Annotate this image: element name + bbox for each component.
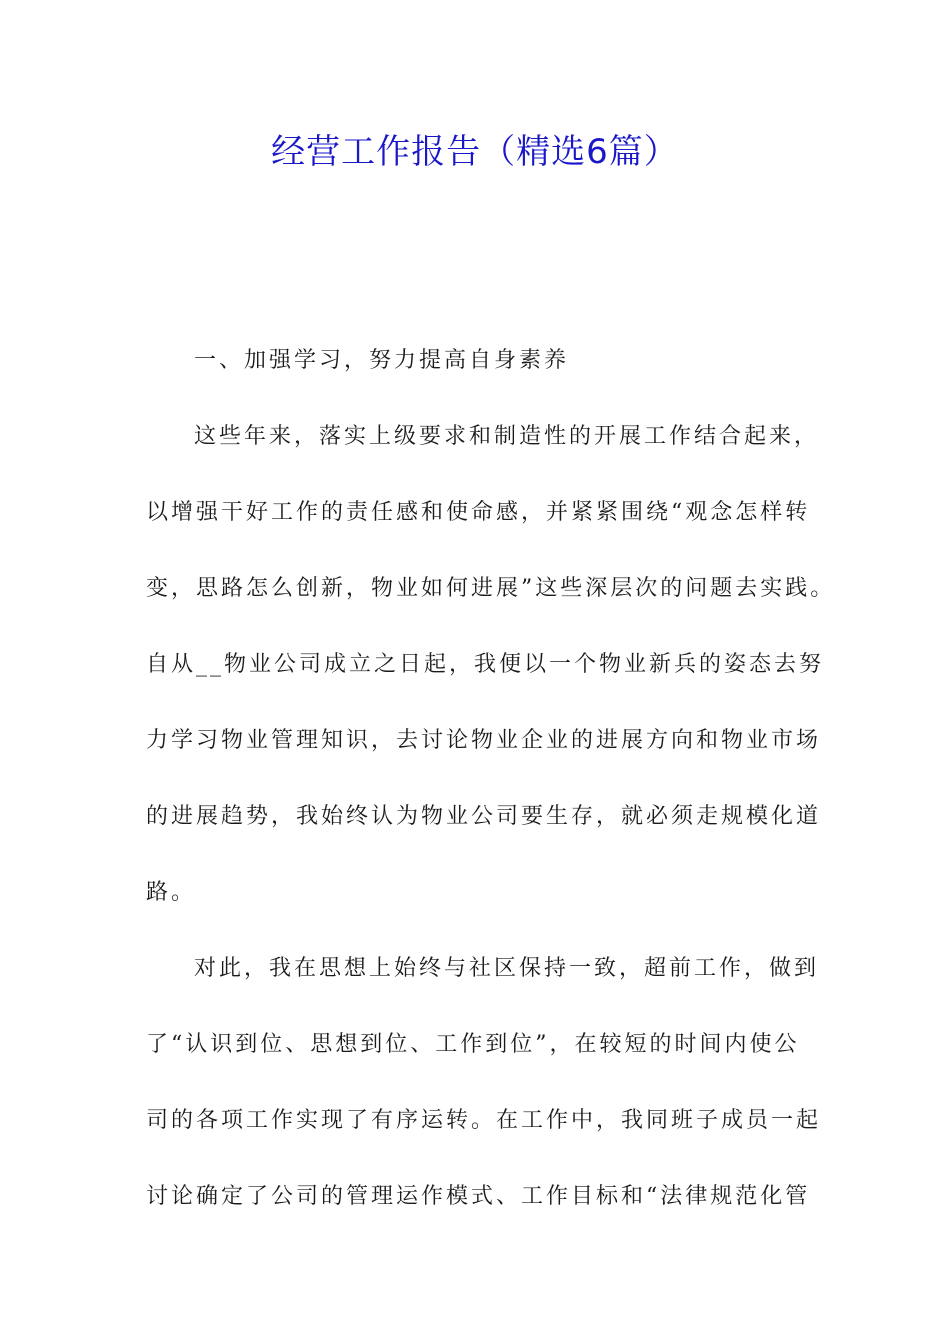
paragraph-line: 这些年来，落实上级要求和制造性的开展工作结合起来， bbox=[194, 424, 820, 449]
section-heading: 一、加强学习，努力提高自身素养 bbox=[194, 348, 570, 373]
paragraph-line: 自从__物业公司成立之日起，我便以一个物业新兵的姿态去努 bbox=[146, 652, 825, 677]
paragraph-line: 讨论确定了公司的管理运作模式、工作目标和“法律规范化管 bbox=[146, 1184, 811, 1209]
paragraph-line: 司的各项工作实现了有序运转。在工作中，我同班子成员一起 bbox=[146, 1108, 822, 1133]
paragraph-line: 的进展趋势，我始终认为物业公司要生存，就必须走规模化道 bbox=[146, 804, 822, 829]
paragraph-line: 变，思路怎么创新，物业如何进展”这些深层次的问题去实践。 bbox=[146, 576, 836, 601]
paragraph-line: 了“认识到位、思想到位、工作到位”，在较短的时间内使公 bbox=[146, 1032, 800, 1057]
paragraph-line: 对此，我在思想上始终与社区保持一致，超前工作，做到 bbox=[194, 956, 820, 981]
paragraph-line: 路。 bbox=[146, 880, 197, 905]
document-body bbox=[146, 336, 836, 1248]
document-title: 经营工作报告（精选6篇） bbox=[271, 132, 679, 172]
paragraph-line: 以增强干好工作的责任感和使命感，并紧紧围绕“观念怎样转 bbox=[146, 500, 811, 525]
paragraph-line: 力学习物业管理知识，去讨论物业企业的进展方向和物业市场 bbox=[146, 728, 822, 753]
